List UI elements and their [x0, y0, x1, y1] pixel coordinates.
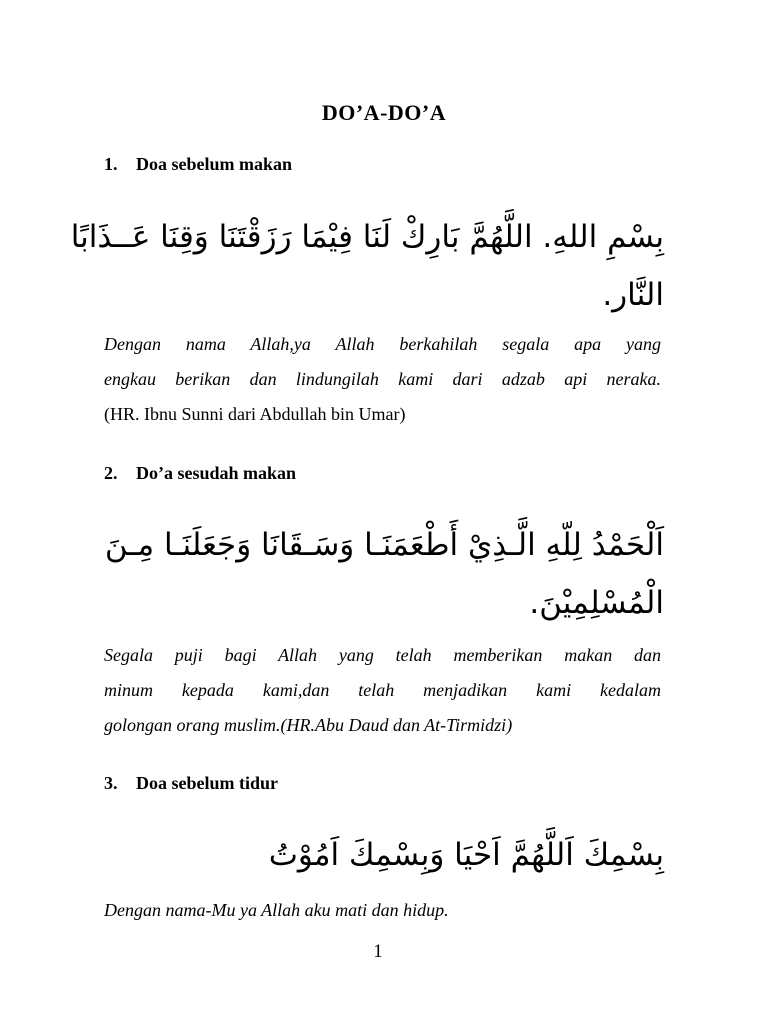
section-2-translation [104, 638, 661, 743]
section-1-source: (HR. Ibnu Sunni dari Abdullah bin Umar) [104, 404, 406, 424]
page-number: 1 [373, 941, 383, 962]
section-2-arabic [104, 516, 664, 632]
section-3-heading [104, 773, 278, 794]
translation-line: Dengan nama Allah,ya Allah berkahilah segala apa yang [104, 334, 661, 354]
section-2-heading [104, 463, 296, 484]
arabic-line: بِسْمِكَ اَللَّهُمَّ اَحْيَا وَبِسْمِكَ اَمُوْتُ [268, 837, 664, 873]
translation-line: Segala puji bagi Allah yang telah memberikan makan dan [104, 645, 661, 665]
section-3-title: Doa sebelum tidur [136, 773, 279, 793]
section-2-title: Do’a sesudah makan [136, 463, 297, 483]
translation-line: golongan orang muslim.(HR.Abu Daud dan At-Tirmidzi) [104, 715, 513, 735]
translation-line: engkau berikan dan lindungilah kami dari adzab api neraka. [104, 369, 661, 389]
section-1-translation [104, 327, 661, 432]
section-2-number: 2. [104, 463, 118, 483]
section-3-arabic [104, 826, 664, 884]
arabic-line: بِسْمِ اللهِ. اللَّهُمَّ بَارِكْ لَنَا فِيْمَا رَزَقْتَنَا وَقِنَا عَــذَابًا [70, 219, 664, 255]
translation-line: Dengan nama-Mu ya Allah aku mati dan hidup. [104, 900, 449, 920]
arabic-line: الْمُسْلِمِيْنَ. [529, 585, 664, 621]
page-title: DO’A-DO’A [321, 100, 447, 125]
section-1-heading [104, 154, 292, 175]
section-3-translation [104, 893, 661, 928]
arabic-line: النَّار. [602, 277, 664, 313]
section-1-arabic [70, 208, 664, 324]
section-3-number: 3. [104, 773, 118, 793]
section-1-title: Doa sebelum makan [136, 154, 293, 174]
section-1-number: 1. [104, 154, 118, 174]
translation-line: minum kepada kami,dan telah menjadikan kami kedalam [104, 680, 661, 700]
arabic-line: اَلْحَمْدُ لِلّهِ الَّـذِيْ أَطْعَمَنَـا وَسَـقَانَا وَجَعَلَنَـا مِـنَ [104, 527, 664, 563]
